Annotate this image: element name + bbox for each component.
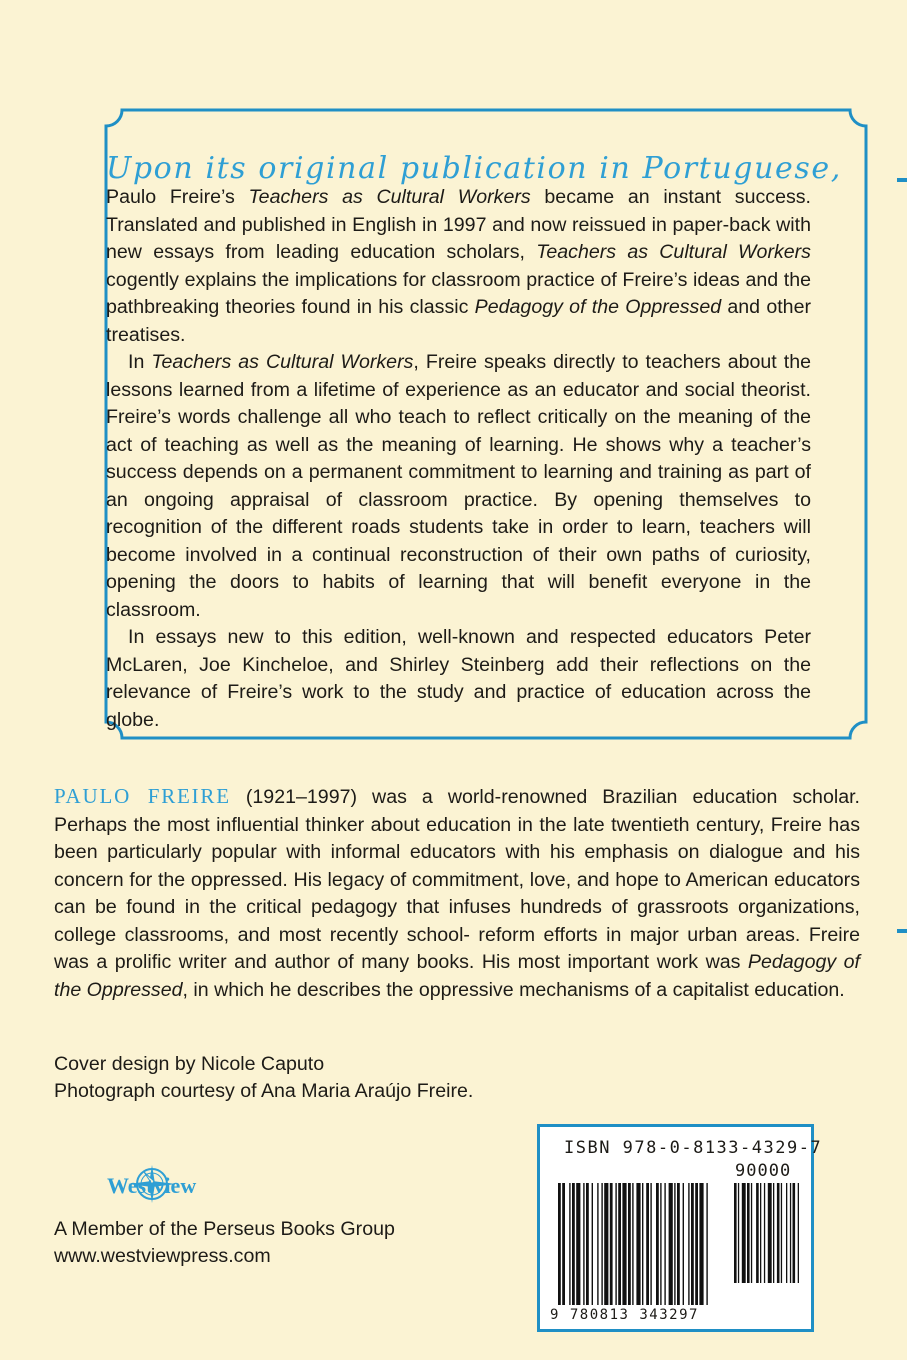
isbn-label: ISBN 978-0-8133-4329-7 bbox=[564, 1138, 823, 1158]
publisher-info bbox=[54, 1216, 395, 1270]
description-paragraph-3: In essays new to this edition, well-known and respected educators Peter McLaren, Joe Kincheloe, and Shirley Steinberg add their reflections on the relevance of Freire’s work to the study and practice of education across the globe. bbox=[106, 626, 811, 731]
edge-tick bbox=[897, 929, 907, 933]
description-box bbox=[106, 150, 842, 734]
author-bio: PAULO FREIRE (1921–1997) was a world-renowned Brazilian education scholar. Perhaps the most influential thinker about education in the late twentieth century, Freire has been particularly popular with informal educators with his emphasis on dialogue and his concern for the oppressed. His legacy of commitment, love, and hope to American educators can be found in the critical pedagogy that infuses hundreds of grassroots organizations, college classrooms, and most recently school- reform efforts in major urban areas. Freire was a prolific writer and author of many books. His most important work was Pedagogy of the Oppressed, in which he describes the oppressive mechanisms of a capitalist education. bbox=[54, 784, 860, 1001]
barcode bbox=[558, 1183, 803, 1311]
ean-number: 9 780813 343297 bbox=[550, 1307, 699, 1323]
publisher-name: Westview bbox=[107, 1173, 197, 1198]
photo-credit: Photograph courtesy of Ana Maria Araújo Freire. bbox=[54, 1080, 474, 1102]
description-paragraph-2: In Teachers as Cultural Workers, Freire speaks directly to teachers about the lessons learned from a lifetime of experience as an educator and social theorist. Freire’s words challenge all who teach to reflect critically on the meaning of the act of teaching as well as the meaning of learning. He shows why a teacher’s success depends on a permanent commitment to learning and training as part of an ongoing appraisal of classroom practice. By opening themselves to recognition of the different roads students take in order to learn, teachers will become involved in a continual reconstruction of their own paths of curiosity, opening the doors to habits of learning that will benefit everyone in the classroom. bbox=[106, 351, 811, 621]
price-code: 90000 bbox=[735, 1161, 792, 1181]
edge-tick bbox=[897, 178, 907, 182]
publisher-member: A Member of the Perseus Books Group bbox=[54, 1218, 395, 1240]
publisher-url: www.westviewpress.com bbox=[54, 1245, 271, 1267]
headline: Upon its original publication in Portuguese, bbox=[106, 151, 842, 186]
description-paragraph-1: Paulo Freire’s Teachers as Cultural Workers became an instant success. Translated and published in English in 1997 and now reissued in paper-back with new essays from leading education scholars, Teachers as Cultural Workers cogently explains the implications for classroom practice of Freire’s ideas and the pathbreaking theories found in his classic Pedagogy of the Oppressed and other treatises. bbox=[106, 186, 811, 346]
author-name: PAULO FREIRE bbox=[54, 784, 231, 808]
barcode-panel bbox=[537, 1124, 823, 1332]
cover-credit: Cover design by Nicole Caputo bbox=[54, 1053, 325, 1075]
credits bbox=[54, 1051, 473, 1105]
